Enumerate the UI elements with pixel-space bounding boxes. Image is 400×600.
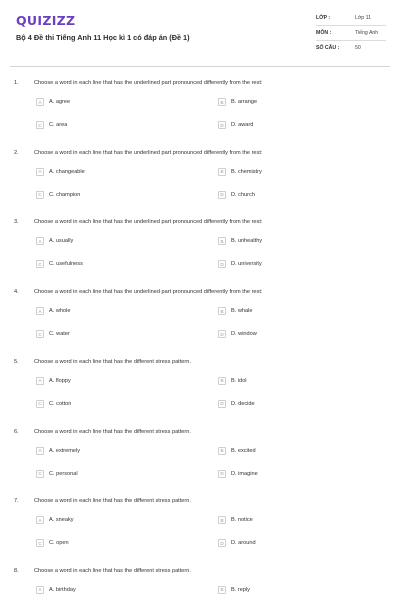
option-letter-box[interactable]: C <box>36 330 44 338</box>
option-text: A. extremely <box>49 447 81 454</box>
answer-option-d[interactable] <box>218 539 256 547</box>
option-text: A. sneaky <box>49 517 74 524</box>
option-letter-box[interactable]: D <box>218 330 226 338</box>
option-letter-box[interactable]: A <box>36 168 44 176</box>
option-text: D. around <box>231 540 256 547</box>
option-letter-box[interactable]: B <box>218 237 226 245</box>
option-letter-box[interactable]: B <box>218 168 226 176</box>
option-text: C. cotton <box>49 400 72 407</box>
question-text: Choose a word in each line that has the underlined part pronounced differently from the rest: <box>34 219 263 226</box>
option-text: C. open <box>49 540 69 547</box>
answer-option-a[interactable] <box>36 98 70 106</box>
option-text: C. champion <box>49 191 81 198</box>
option-text: B. idol <box>231 377 247 384</box>
option-text: D. imagine <box>231 470 258 477</box>
question-text: Choose a word in each line that has the underlined part pronounced differently from the rest: <box>34 80 263 86</box>
answer-option-b[interactable] <box>218 98 257 106</box>
option-text: C. area <box>49 122 68 128</box>
meta-value: Lớp 11 <box>355 15 371 21</box>
option-letter-box[interactable]: A <box>36 98 44 106</box>
option-text: D. decide <box>231 400 255 407</box>
answer-option-b[interactable] <box>218 168 262 176</box>
option-letter-box[interactable]: A <box>36 516 44 524</box>
meta-value: 50 <box>355 45 361 51</box>
answer-option-b[interactable] <box>218 377 247 385</box>
answer-option-b[interactable] <box>218 307 252 315</box>
question-number: 2. <box>14 149 19 156</box>
answer-option-a[interactable] <box>36 168 85 176</box>
option-text: B. unhealthy <box>231 238 263 245</box>
question-number: 8. <box>14 567 19 574</box>
answer-option-c[interactable] <box>36 191 80 199</box>
worksheet-title: Bộ 4 Đề thi Tiếng Anh 11 Học kì 1 có đáp án (Đề 1) <box>16 33 190 42</box>
option-text: A. whole <box>49 308 71 315</box>
option-text: B. whale <box>231 308 253 315</box>
option-letter-box[interactable]: C <box>36 470 44 478</box>
meta-row-class <box>316 11 386 26</box>
answer-option-b[interactable] <box>218 516 253 524</box>
answer-option-c[interactable] <box>36 260 83 268</box>
option-letter-box[interactable]: B <box>218 98 226 106</box>
question-text: Choose a word in each line that has the underlined part pronounced differently from the rest: <box>34 149 263 156</box>
option-letter-box[interactable]: A <box>36 377 44 385</box>
question-number: 3. <box>14 219 19 226</box>
quizizz-logo: QUIZIZZ <box>16 13 76 28</box>
question-text: Choose a word in each line that has the different stress pattern. <box>34 358 191 365</box>
option-letter-box[interactable]: B <box>218 516 226 524</box>
answer-option-b[interactable] <box>218 586 250 594</box>
answer-option-c[interactable] <box>36 470 78 478</box>
answer-option-a[interactable] <box>36 377 71 385</box>
answer-option-a[interactable] <box>36 447 80 455</box>
answer-option-d[interactable] <box>218 400 255 408</box>
answer-option-b[interactable] <box>218 237 262 245</box>
answer-option-a[interactable] <box>36 516 74 524</box>
option-text: B. reply <box>231 586 250 593</box>
option-text: A. agree <box>49 99 71 105</box>
worksheet-meta <box>316 11 386 55</box>
option-letter-box[interactable]: A <box>36 586 44 594</box>
question-text: Choose a word in each line that has the different stress pattern. <box>34 567 191 574</box>
answer-option-d[interactable] <box>218 191 255 199</box>
meta-value: Tiếng Anh <box>355 30 379 36</box>
option-letter-box[interactable]: A <box>36 307 44 315</box>
answer-option-c[interactable] <box>36 400 71 408</box>
option-text: C. usefulness <box>49 261 83 268</box>
option-text: C. personal <box>49 470 78 477</box>
option-letter-box[interactable]: B <box>218 377 226 385</box>
option-text: D. university <box>231 261 262 268</box>
option-letter-box[interactable]: D <box>218 470 226 478</box>
option-letter-box[interactable]: C <box>36 191 44 199</box>
answer-option-c[interactable] <box>36 539 69 547</box>
question-number: 6. <box>14 428 19 435</box>
option-text: B. arrange <box>231 99 258 105</box>
question-text: Choose a word in each line that has the different stress pattern. <box>34 498 191 505</box>
option-letter-box[interactable]: B <box>218 307 226 315</box>
answer-option-a[interactable] <box>36 307 70 315</box>
header-divider <box>10 66 390 67</box>
option-letter-box[interactable]: C <box>36 539 44 547</box>
option-text: D. window <box>231 331 257 338</box>
option-letter-box[interactable]: D <box>218 191 226 199</box>
option-letter-box[interactable]: B <box>218 447 226 455</box>
question-number: 1. <box>14 80 19 86</box>
question-number: 4. <box>14 289 19 296</box>
option-text: C. water <box>49 331 70 338</box>
option-letter-box[interactable]: D <box>218 400 226 408</box>
option-letter-box[interactable]: B <box>218 586 226 594</box>
question-text: Choose a word in each line that has the different stress pattern. <box>34 428 191 435</box>
option-letter-box[interactable]: A <box>36 447 44 455</box>
worksheet-header <box>0 0 400 68</box>
answer-option-a[interactable] <box>36 237 73 245</box>
option-text: A. changeable <box>49 168 85 175</box>
meta-row-count <box>316 41 386 55</box>
meta-key: SỐ CÂU : <box>316 45 340 51</box>
answer-option-d[interactable] <box>218 330 257 338</box>
option-letter-box[interactable]: D <box>218 121 226 129</box>
option-text: B. chemistry <box>231 168 262 175</box>
question-number: 5. <box>14 358 19 365</box>
answer-option-d[interactable] <box>218 470 258 478</box>
option-letter-box[interactable]: D <box>218 260 226 268</box>
question-text: Choose a word in each line that has the underlined part pronounced differently from the rest: <box>34 289 263 296</box>
answer-option-b[interactable] <box>218 447 256 455</box>
option-letter-box[interactable]: C <box>36 121 44 129</box>
answer-option-c[interactable] <box>36 121 67 129</box>
answer-option-d[interactable] <box>218 121 253 129</box>
option-letter-box[interactable]: C <box>36 260 44 268</box>
option-text: D. church <box>231 191 255 198</box>
option-letter-box[interactable]: C <box>36 400 44 408</box>
option-text: B. excited <box>231 447 256 454</box>
option-text: B. notice <box>231 517 253 524</box>
meta-key: LỚP : <box>316 15 331 21</box>
option-text: A. usually <box>49 238 74 245</box>
meta-key: MÔN : <box>316 30 332 36</box>
question-number: 7. <box>14 498 19 505</box>
answer-option-d[interactable] <box>218 260 262 268</box>
option-letter-box[interactable]: D <box>218 539 226 547</box>
answer-option-c[interactable] <box>36 330 70 338</box>
option-text: D. award <box>231 122 254 128</box>
option-text: A. floppy <box>49 377 71 384</box>
meta-row-subject <box>316 26 386 41</box>
answer-option-a[interactable] <box>36 586 76 594</box>
option-text: A. birthday <box>49 586 76 593</box>
option-letter-box[interactable]: A <box>36 237 44 245</box>
